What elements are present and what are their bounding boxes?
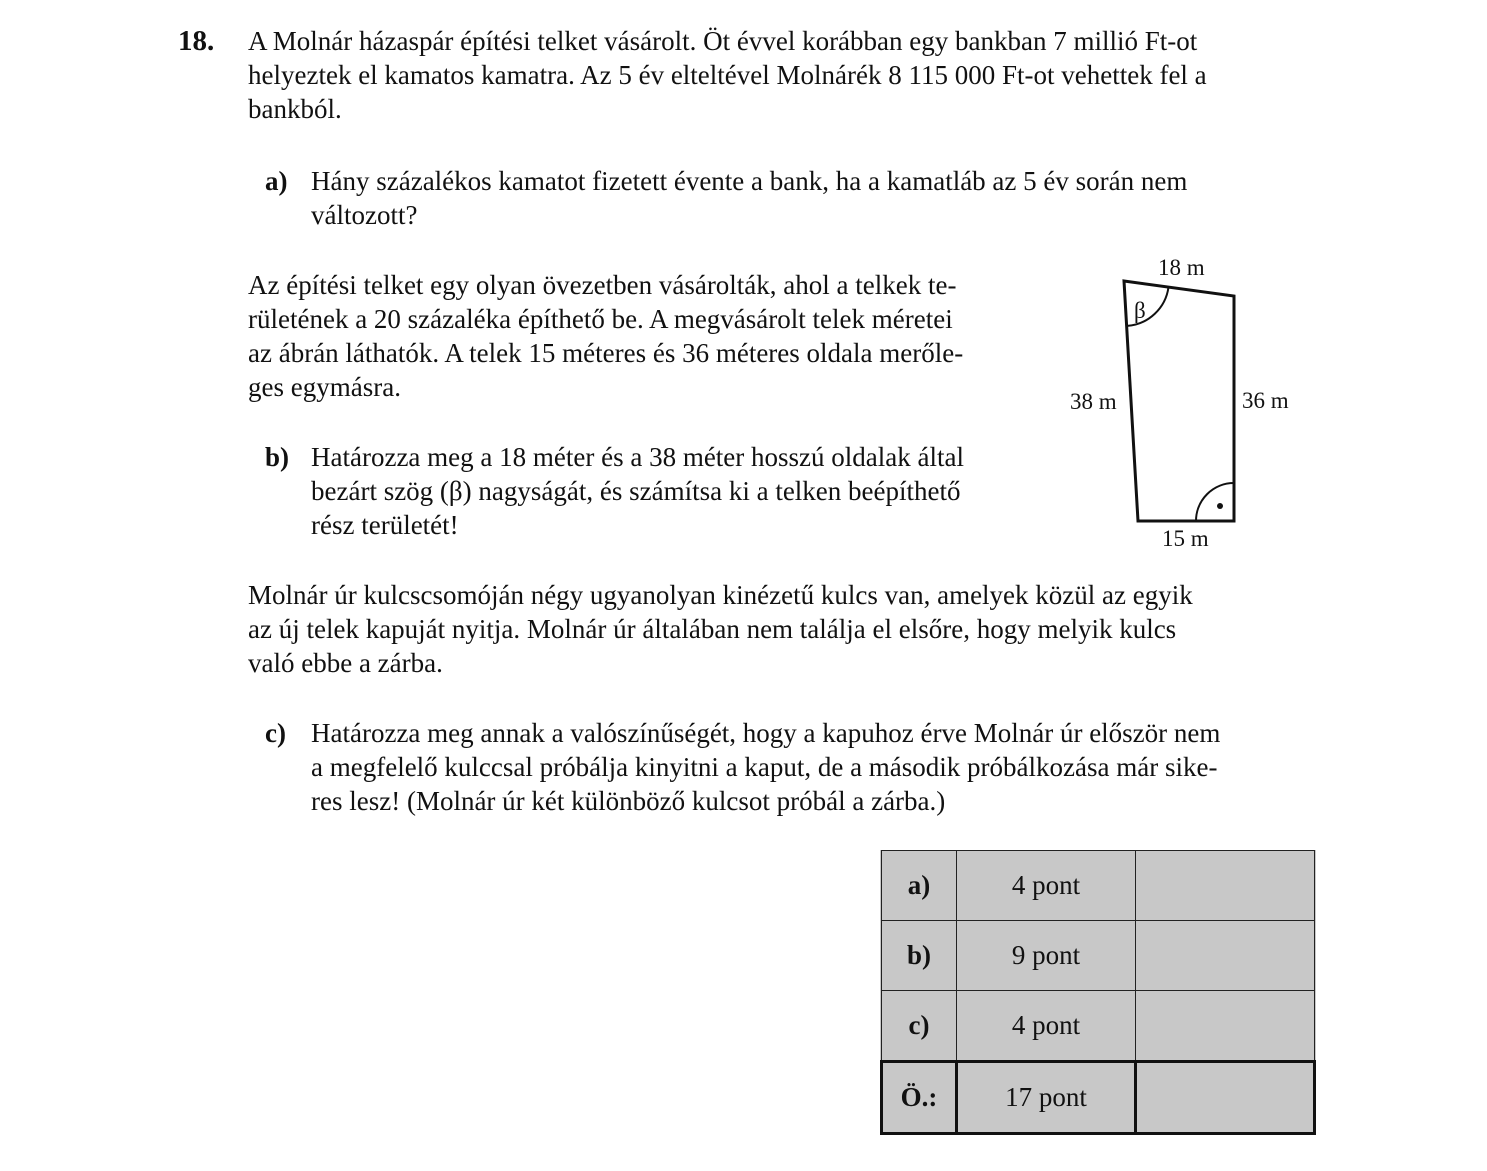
score-points-b: 9 pont	[957, 921, 1136, 991]
score-table	[880, 850, 1316, 1135]
part-b-label: b)	[265, 442, 290, 472]
problem-number: 18.	[178, 25, 215, 57]
right-angle-dot	[1217, 503, 1223, 509]
score-total-field[interactable]	[1136, 1062, 1315, 1134]
context-b-line-4: ges egymásra.	[248, 372, 401, 402]
score-row-total	[882, 1062, 1315, 1134]
left-side-label: 38 m	[1070, 389, 1117, 414]
score-row-c	[882, 991, 1315, 1062]
right-angle-arc	[1196, 483, 1234, 521]
context-b-line-1: Az építési telket egy olyan övezetben vásárolták, ahol a telkek te-	[248, 270, 957, 300]
score-total-points: 17 pont	[957, 1062, 1136, 1134]
angle-label: β	[1134, 298, 1146, 323]
score-row-b	[882, 921, 1315, 991]
right-side-label: 36 m	[1242, 388, 1289, 413]
score-points-a: 4 pont	[957, 851, 1136, 921]
intro-line-1: A Molnár házaspár építési telket vásárolt. Öt évvel korábban egy bankban 7 millió Ft-ot	[248, 26, 1198, 56]
score-points-c: 4 pont	[957, 991, 1136, 1062]
score-part-c: c)	[882, 991, 957, 1062]
part-b-line-3: rész területét!	[311, 510, 459, 540]
context-c-line-2: az új telek kapuját nyitja. Molnár úr általában nem találja el elsőre, hogy melyik kulcs	[248, 614, 1177, 644]
top-side-label: 18 m	[1158, 255, 1205, 280]
part-a-line-2: változott?	[311, 200, 418, 230]
context-b-line-2: rületének a 20 százaléka építhető be. A megvásárolt telek méretei	[248, 304, 953, 334]
part-a-line-1: Hány százalékos kamatot fizetett évente a bank, ha a kamatláb az 5 év során nem	[311, 166, 1188, 196]
intro-line-3: bankból.	[248, 94, 342, 124]
score-part-a: a)	[882, 851, 957, 921]
score-field-a[interactable]	[1136, 851, 1315, 921]
part-b-line-2: bezárt szög (β) nagyságát, és számítsa ki a telken beépíthető	[311, 476, 961, 506]
part-c-line-2: a megfelelő kulccsal próbálja kinyitni a kaput, de a második próbálkozása már sike-	[311, 752, 1218, 782]
part-c-label: c)	[265, 718, 286, 748]
score-field-b[interactable]	[1136, 921, 1315, 991]
part-c-line-1: Határozza meg annak a valószínűségét, hogy a kapuhoz érve Molnár úr először nem	[311, 718, 1221, 748]
context-c-line-1: Molnár úr kulcscsomóján négy ugyanolyan kinézetű kulcs van, amelyek közül az egyik	[248, 580, 1193, 610]
score-part-b: b)	[882, 921, 957, 991]
bottom-side-label: 15 m	[1162, 526, 1209, 551]
score-row-a	[882, 851, 1315, 921]
part-c-line-3: res lesz! (Molnár úr két különböző kulcsot próbál a zárba.)	[311, 786, 946, 816]
part-b-line-1: Határozza meg a 18 méter és a 38 méter hosszú oldalak által	[311, 442, 964, 472]
context-b-line-3: az ábrán láthatók. A telek 15 méteres és 36 méteres oldala merőle-	[248, 338, 964, 368]
plot-diagram	[1060, 248, 1310, 556]
intro-line-2: helyeztek el kamatos kamatra. Az 5 év elteltével Molnárék 8 115 000 Ft-ot vehettek fel a	[248, 60, 1207, 90]
part-a-label: a)	[265, 166, 288, 196]
score-total-label: Ö.:	[882, 1062, 957, 1134]
score-field-c[interactable]	[1136, 991, 1315, 1062]
context-c-line-3: való ebbe a zárba.	[248, 648, 443, 678]
